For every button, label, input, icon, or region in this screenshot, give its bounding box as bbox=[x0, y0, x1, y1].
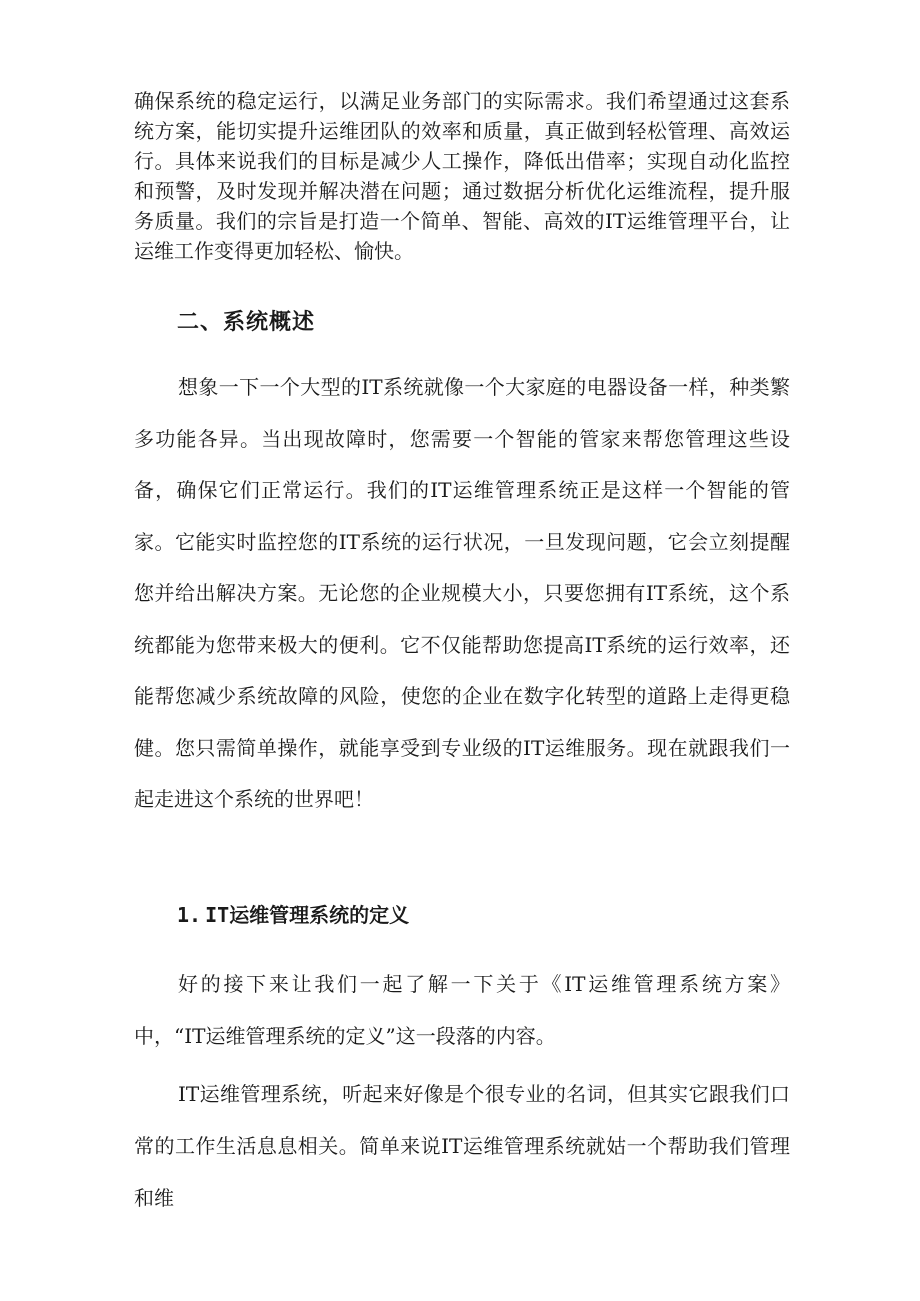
subsection-number: 1. bbox=[177, 903, 202, 927]
intro-paragraph: 确保系统的稳定运行，以满足业务部门的实际需求。我们希望通过这套系统方案，能切实提升运维团队的效率和质量，真正做到轻松管理、高效运行。具体来说我们的目标是减少人工操作，降低出借率；实现自动化监控和预警，及时发现并解决潜在问题；通过数据分析优化运维流程，提升服务质量。我们的宗旨是打造一个简单、智能、高效的IT运维管理平台，让运维工作变得更加轻松、愉快。 bbox=[134, 89, 790, 263]
overview-paragraph: 想象一下一个大型的IT系统就像一个大家庭的电器设备一样，种类繁多功能各异。当出现故障时，您需要一个智能的管家来帮您管理这些设备，确保它们正常运行。我们的IT运维管理系统正是这样一个智能的管家。它能实时监控您的IT系统的运行状况，一旦发现问题，它会立刻提醒您并给出解决方案。无论您的企业规模大小，只要您拥有IT系统，这个系统都能为您带来极大的便利。它不仅能帮助您提高IT系统的运行效率，还能帮您减少系统故障的风险，使您的企业在数字化转型的道路上走得更稳健。您只需简单操作，就能享受到专业级的IT运维服务。现在就跟我们一起走进这个系统的世界吧！ bbox=[134, 375, 790, 811]
subsection-heading bbox=[177, 898, 409, 932]
subsection-prefix: IT bbox=[205, 903, 230, 927]
section-heading: 二、系统概述 bbox=[177, 310, 316, 335]
definition-paragraph: IT运维管理系统，听起来好像是个很专业的名词，但其实它跟我们口常的工作生活息息相关。简单来说IT运维管理系统就姑一个帮助我们管理和维 bbox=[134, 1082, 790, 1210]
definition-intro-paragraph: 好的接下来让我们一起了解一下关于《IT运维管理系统方案》中，“IT运维管理系统的定义”这一段落的内容。 bbox=[134, 972, 790, 1048]
subsection-title: 运维管理系统的定义 bbox=[229, 903, 410, 927]
